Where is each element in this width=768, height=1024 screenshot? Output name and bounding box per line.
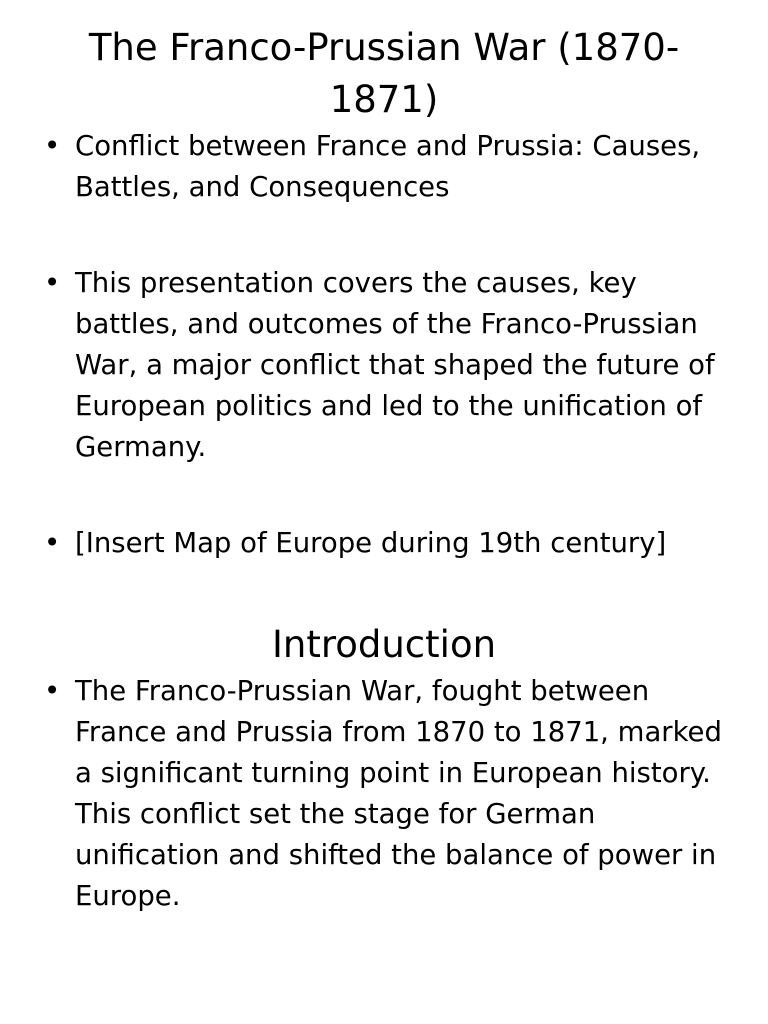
bullet-icon: • [44, 267, 61, 299]
section-title: Introduction [271, 623, 497, 666]
bullet-text: Conflict between France and Prussia: Causes, Battles, and Consequences [75, 130, 701, 203]
bullet-item [44, 671, 768, 917]
bullet-text: This presentation covers the causes, key battles, and outcomes of the Franco-Prussian War, a major conflict that shaped the future of European politics and led to the unification of Germany. [75, 267, 715, 463]
slide-title: The Franco-Prussian War (1870-1871) [88, 26, 680, 121]
bullet-text: [Insert Map of Europe during 19th century] [75, 527, 667, 559]
bullet-item [44, 126, 768, 208]
bullet-icon: • [44, 527, 61, 559]
bullet-item [44, 523, 768, 564]
bullet-text: The Franco-Prussian War, fought between France and Prussia from 1870 to 1871, marked a significant turning point in European history. This conflict set the stage for German unification and shifted the balance of power in Europe. [75, 675, 722, 912]
bullet-icon: • [44, 675, 61, 707]
slide1-bullet-list [0, 126, 768, 564]
slide2-bullet-list [0, 671, 768, 917]
bullet-icon: • [44, 130, 61, 162]
bullet-item [44, 263, 768, 468]
